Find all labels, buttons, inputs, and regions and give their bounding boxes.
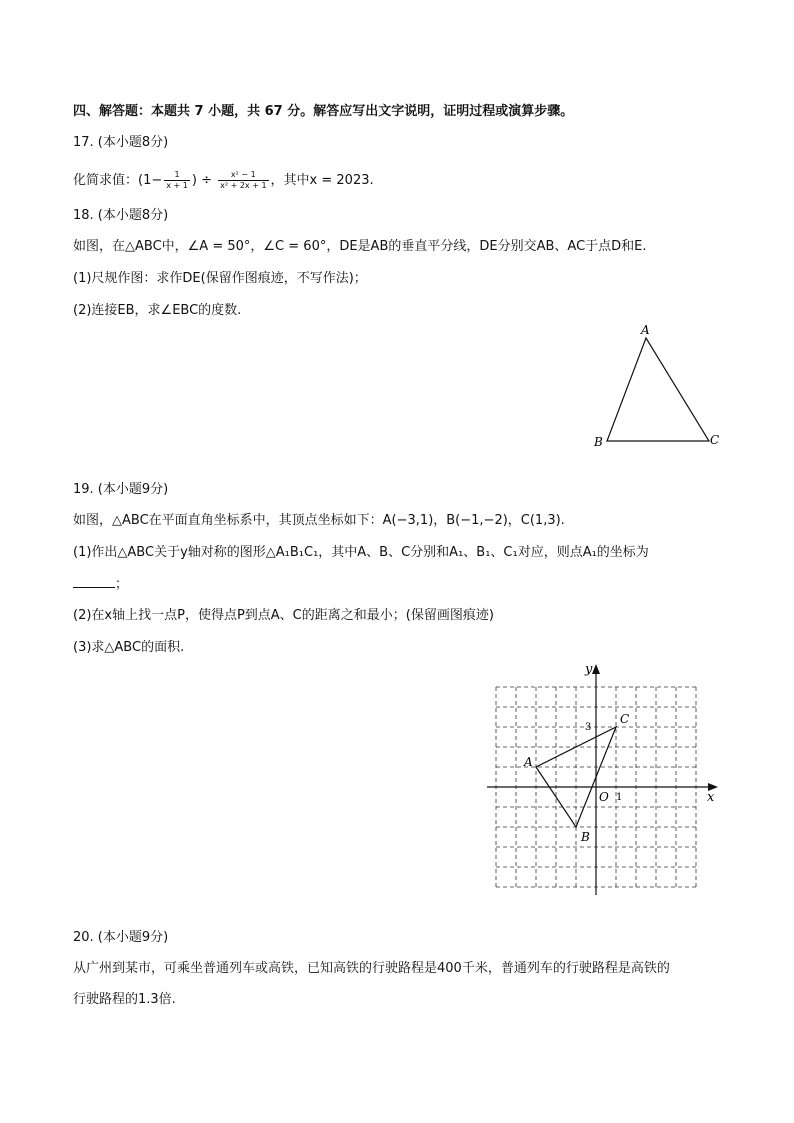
q18-header: 18. (本小题8分) xyxy=(73,208,169,223)
q19-header: 19. (本小题9分) xyxy=(73,482,169,497)
q17-fraction-1 xyxy=(164,170,190,191)
q17-frac1-denominator: x + 1 xyxy=(166,181,188,190)
point-label-c: C xyxy=(620,712,630,726)
q18-part2: (2)连接EB，求∠EBC的度数. xyxy=(73,303,242,318)
x-axis-label: x xyxy=(707,790,715,805)
triangle-abc xyxy=(536,727,616,827)
vertex-label-a: A xyxy=(641,323,650,337)
q19-part3: (3)求△ABC的面积. xyxy=(73,640,185,655)
q20-line1: 从广州到某市，可乘坐普通列车或高铁，已知高铁的行驶路程是400千米，普通列车的行驶路程是高铁的 xyxy=(73,961,670,976)
q17-frac1-numerator: 1 xyxy=(164,170,190,181)
q18-triangle-figure xyxy=(590,320,730,455)
q17-text-before: 化简求值：(1− xyxy=(73,173,163,188)
point-label-a: A xyxy=(524,755,533,769)
point-label-b: B xyxy=(581,830,590,844)
answer-blank[interactable] xyxy=(73,575,115,588)
q17-frac2-numerator: x² − 1 xyxy=(218,170,268,181)
q19-part1-answer xyxy=(73,575,128,594)
y-axis-arrow-icon xyxy=(592,664,600,674)
q17-text-after: ，其中x = 2023. xyxy=(270,173,374,188)
section-heading: 四、解答题：本题共 7 小题，共 67 分。解答应写出文字说明，证明过程或演算步骤。 xyxy=(73,104,574,119)
q17-header: 17. (本小题8分) xyxy=(73,135,169,150)
q19-part1-end: ； xyxy=(115,577,129,592)
q17-text-mid: ) ÷ xyxy=(191,173,217,188)
triangle-abc xyxy=(607,338,709,441)
tick-label-1: 1 xyxy=(616,792,623,803)
q17-expression xyxy=(73,170,374,191)
vertex-label-b: B xyxy=(594,435,603,449)
origin-label: O xyxy=(599,790,609,804)
tick-label-3: 3 xyxy=(585,722,592,733)
y-axis-label: y xyxy=(585,662,593,677)
q19-coordinate-grid xyxy=(470,655,730,900)
q18-part1: (1)尺规作图：求作DE(保留作图痕迹，不写作法)； xyxy=(73,271,367,286)
q20-header: 20. (本小题9分) xyxy=(73,930,169,945)
q20-line2: 行驶路程的1.3倍. xyxy=(73,992,176,1007)
q19-part1: (1)作出△ABC关于y轴对称的图形△A₁B₁C₁，其中A、B、C分别和A₁、B₁、C₁对应，则点A₁的坐标为 xyxy=(73,545,649,560)
q19-part2: (2)在x轴上找一点P，使得点P到点A、C的距离之和最小；(保留画图痕迹) xyxy=(73,608,494,623)
vertex-label-c: C xyxy=(710,433,720,447)
q17-fraction-2 xyxy=(218,170,268,191)
q19-stem: 如图，△ABC在平面直角坐标系中，其顶点坐标如下：A(−3,1)，B(−1,−2)，C(1,3). xyxy=(73,513,565,528)
q18-stem: 如图，在△ABC中，∠A = 50°，∠C = 60°，DE是AB的垂直平分线，DE分别交AB、AC于点D和E. xyxy=(73,239,647,254)
q17-frac2-denominator: x² + 2x + 1 xyxy=(220,181,267,190)
